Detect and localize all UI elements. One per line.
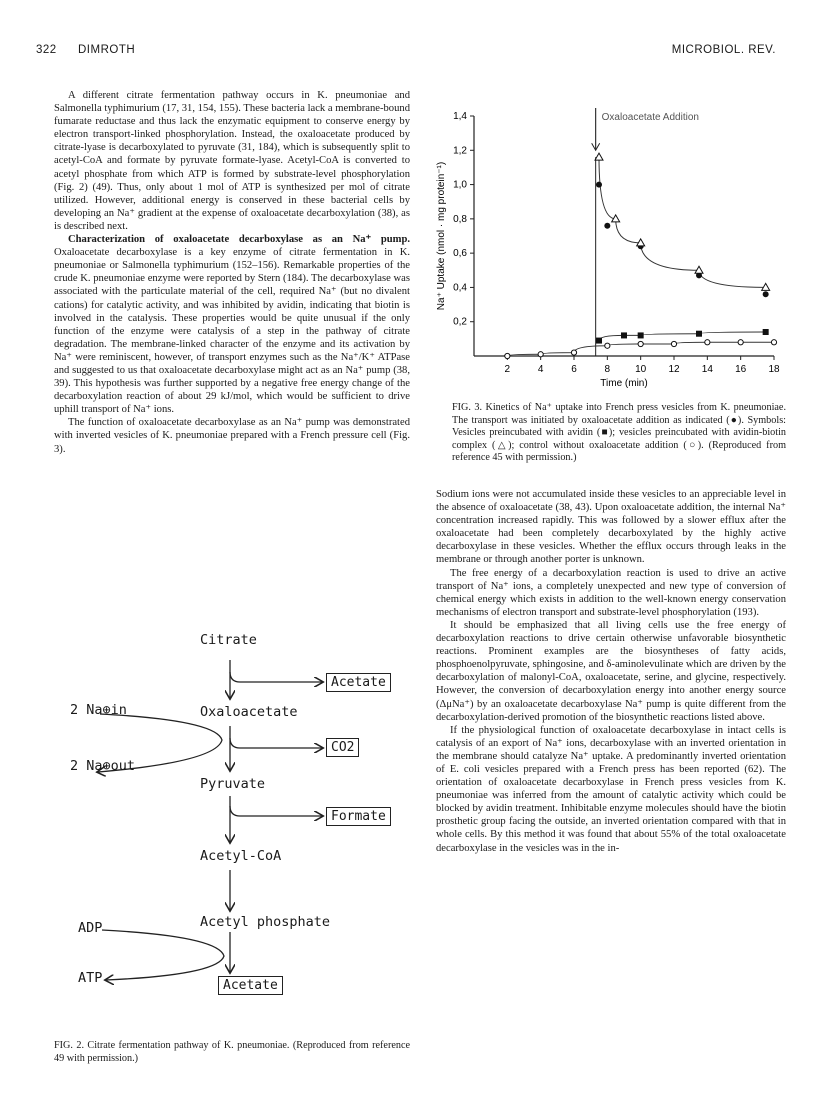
figure-2-caption: FIG. 2. Citrate fermentation pathway of K. pneumoniae. (Reproduced from reference 49 with permission.) [54, 1040, 410, 1064]
data-point-control [738, 340, 743, 345]
y-tick-label: 0,6 [453, 248, 467, 260]
y-axis-label: Na⁺ Uptake (nmol · mg protein⁻¹) [436, 161, 447, 311]
na-out-label: 2 Na⊕out [70, 758, 136, 774]
data-point-control [705, 340, 710, 345]
x-axis-label: Time (min) [600, 378, 648, 389]
data-point-avidin [696, 331, 702, 337]
left-column [54, 89, 410, 456]
paragraph: The free energy of a decarboxylation reaction is used to drive an active transport of Na⁺ ions, a completely unexpected and new type of conversion of chemical energy which exists in addition to the well-known energy conservation mechanisms of electron transport and substrate-level phosphorylation (193). [436, 567, 786, 618]
data-point-oxaloacetate [595, 153, 603, 160]
y-tick-label: 1,0 [453, 179, 467, 191]
acetyl-coa-label: Acetyl-CoA [200, 848, 282, 864]
journal-name: MICROBIOL. REV. [671, 44, 776, 56]
citrate-label: Citrate [200, 632, 257, 648]
na-in-label: 2 Na⊕in [70, 702, 127, 718]
x-tick-label: 2 [504, 364, 511, 375]
data-point-control [638, 341, 643, 346]
y-tick-label: 0,8 [453, 213, 467, 225]
data-point-control [505, 353, 510, 358]
y-tick-label: 1,4 [453, 111, 467, 122]
data-point-avidin [596, 338, 602, 344]
data-point-avidin [763, 329, 769, 335]
data-point-avidin-biotin [604, 223, 610, 229]
running-author: DIMROTH [78, 44, 136, 56]
data-point-control [771, 340, 776, 345]
paragraph: Oxaloacetate decarboxylase is a key enzyme of citrate fermentation in K. pneumoniae or Salmonella typhimurium (152–156). Remarkable properties of the crude K. pneumoniae enzyme were reported by Stern (184). The decarboxylase was associated with the particulate material of the cell, required Na⁺ (but no divalent cations) for catalytic activity, and was inhibited by avidin, indicating that biotin is involved in the catalysis. These properties would be quite unusual if the only function of the enzyme were catalysis of a step in the pathway of citrate degradation. The membrane-linked character of the enzyme and its activation by Na⁺ were reminiscent, however, of transport enzymes such as the Na⁺/K⁺ ATPase and suggested to us that oxaloacetate decarboxylase might act as an Na⁺ pump (38, 39). This hypothesis was further supported by a negative free energy change of the decarboxylation reaction of about 29 kJ/mol, which would be sufficient to drive uphill transport of Na⁺ ions. [54, 247, 410, 416]
y-tick-label: 0,4 [453, 282, 467, 294]
data-point-avidin [621, 332, 627, 338]
oxaloacetate-label: Oxaloacetate [200, 704, 298, 720]
paragraph: It should be emphasized that all living cells use the free energy of decarboxylation reactions to drive certain otherwise unfavorable biosynthetic reactions. Prominent examples are the biosyntheses of fatty acids, phosphoenolpyruvate, sphingosine, and δ-aminolevulinate which are driven by the decarboxylation of malonyl-CoA, oxaloacetate, serine, and glycine, respectively. However, the conversion of decarboxylation energy into another energy source (ΔμNa⁺) by an oxaloacetate decarboxylase Na⁺ pump is quite different from the decarboxylation-derived promotion of the biosynthetic reactions listed above. [436, 619, 786, 723]
x-tick-label: 6 [571, 364, 577, 375]
paragraph: The function of oxaloacetate decarboxylase as an Na⁺ pump was demonstrated with inverted vesicles of K. pneumoniae prepared with a French pressure cell (Fig. 3). [54, 417, 410, 455]
figure-2-diagram [70, 630, 418, 1025]
data-point-control [671, 341, 676, 346]
acetate-box-1: Acetate [326, 673, 391, 692]
right-column [436, 488, 786, 855]
atp-label: ATP [78, 970, 103, 986]
y-tick-label: 0,2 [453, 316, 467, 328]
data-point-avidin-biotin [763, 291, 769, 297]
acetyl-phosphate-label: Acetyl phosphate [200, 914, 331, 930]
addition-annotation: Oxaloacetate Addition [601, 112, 699, 123]
x-tick-label: 16 [735, 364, 747, 375]
paragraph: Sodium ions were not accumulated inside these vesicles to an appreciable level in the absence of oxaloacetate (38, 43). Upon oxaloacetate addition, the internal Na⁺ concentration increased rapidly. This was followed by a slower efflux after the oxaloacetate had been completely decarboxylated by the highly active decarboxylase in these vesicles. Whether the efflux occurs through leaks in the membrane or through another porter is unknown. [436, 489, 786, 566]
figure-3-chart [428, 88, 788, 398]
formate-box: Formate [326, 807, 391, 826]
pyruvate-label: Pyruvate [200, 776, 266, 792]
paragraph: A different citrate fermentation pathway occurs in K. pneumoniae and Salmonella typhimurium (17, 31, 154, 155). These bacteria lack a membrane-bound fumarate reductase and thus lack the enzymatic equipment to conserve energy by electron transport-linked phosphorylation. Instead, the oxaloacetate produced by citrate-lyase is decarboxylated to pyruvate (31, 184), which is subsequently split to acetyl-CoA and formate by pyruvate formate-lyase. Acetyl-CoA is converted to acetyl phosphate from which ATP is formed by substrate-level phosphorylation (Fig. 2) (49). Thus, only about 1 mol of ATP is synthesized per mol of citrate utilized. However, additional energy is conserved in these bacterial cells by developing an Na⁺ gradient at the expense of oxaloacetate decarboxylation (38), as is described next. [54, 90, 410, 232]
x-tick-label: 12 [668, 364, 680, 375]
x-tick-label: 10 [635, 364, 647, 375]
co2-box: CO2 [326, 738, 359, 757]
x-tick-label: 18 [768, 364, 780, 375]
x-tick-label: 4 [537, 364, 544, 375]
section-heading: Characterization of oxaloacetate decarboxylase as an Na⁺ pump. [68, 234, 410, 246]
data-point-control [571, 350, 576, 355]
x-tick-label: 8 [604, 364, 611, 375]
data-point-control [538, 352, 543, 357]
y-tick-label: 1,2 [453, 145, 467, 157]
data-point-control [605, 343, 610, 348]
decay-curve [599, 157, 766, 287]
figure-3-caption: FIG. 3. Kinetics of Na⁺ uptake into French press vesicles from K. pneumoniae. The transport was initiated by oxaloacetate addition as indicated (●). Symbols: Vesicles preincubated with avidin (■); vesicles preincubated with avidin-biotin complex (△); control without oxaloacetate addition (○). (Reproduced from reference 45 with permission.) [452, 402, 786, 464]
x-tick-label: 14 [701, 364, 713, 375]
acetate-box-2: Acetate [218, 976, 283, 995]
page-number: 322 [36, 44, 57, 56]
data-point-avidin-biotin [596, 182, 602, 188]
data-point-avidin [638, 332, 644, 338]
paragraph: If the physiological function of oxaloacetate decarboxylase in intact cells is catalysis of an export of Na⁺ ions, decarboxylase with an inverted orientation in the membrane should catalyze Na⁺ uptake. A predominantly inverted orientation of E. coli vesicles prepared with a French press has been reported (62). The orientation of oxaloacetate decarboxylase in French press vesicles from K. pneumoniae was inferred from the amount of catalytic activity which could be blocked by avidin treatment. Inhibitable enzyme molecules should have the biotin prosthetic group facing the outside, an inverted orientation compared with that in whole cells. By this method it was found that about 55% of the total oxaloacetate decarboxylase in the vesicles was in the in- [436, 724, 786, 854]
adp-label: ADP [78, 920, 103, 936]
